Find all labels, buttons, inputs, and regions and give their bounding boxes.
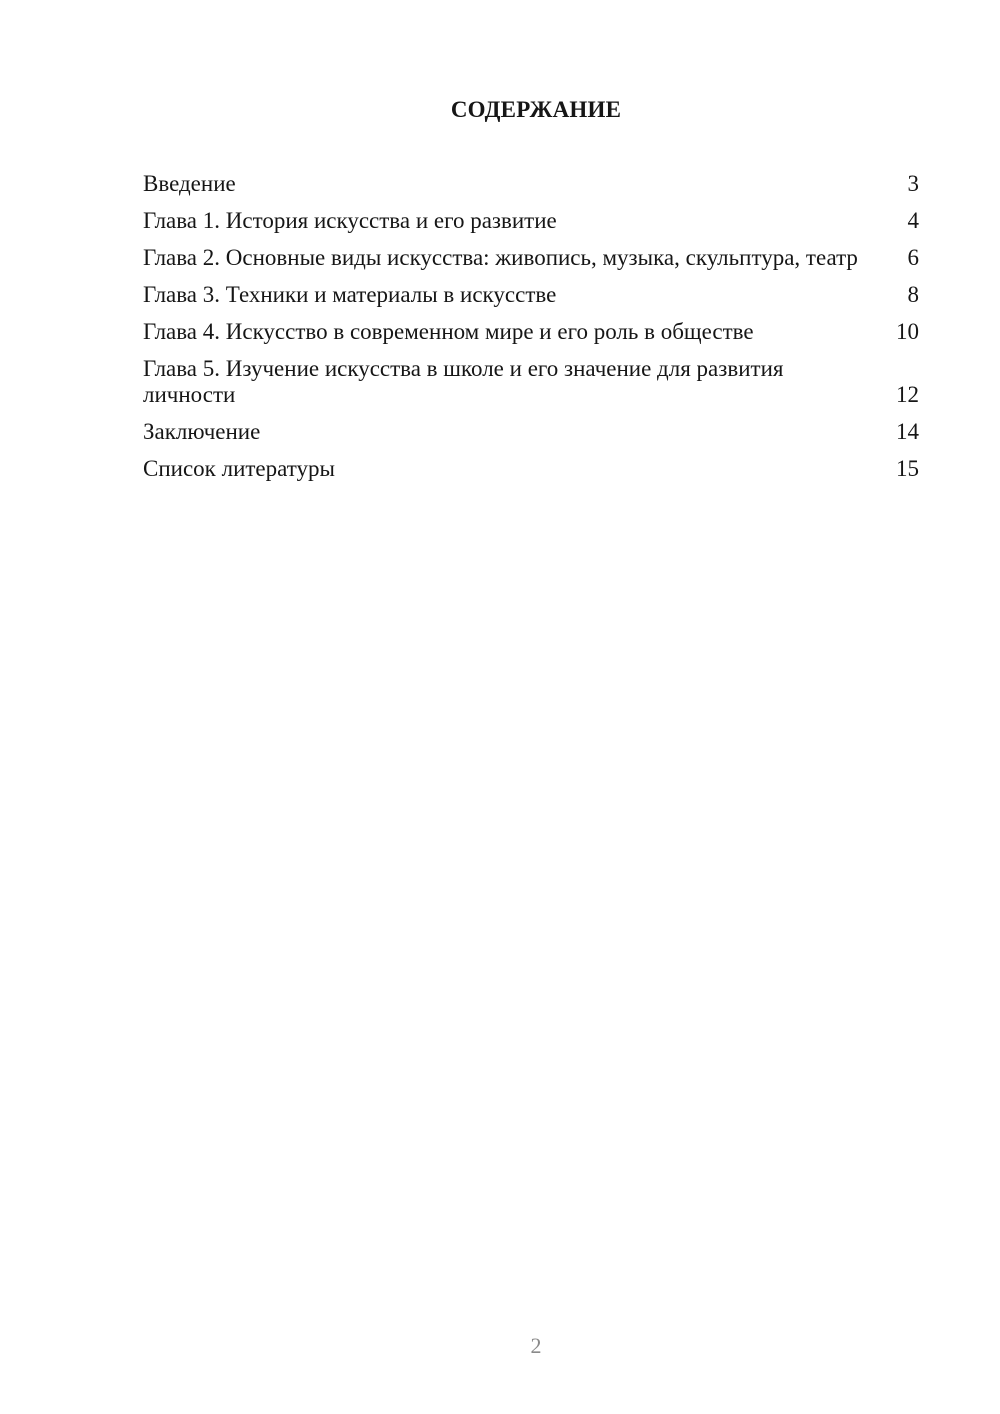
toc-entry-page: 10 (896, 319, 919, 344)
toc-entry-text: Глава 5. Изучение искусства в школе и его значение для развития личности (143, 356, 784, 407)
toc-entry-page: 6 (907, 245, 919, 270)
toc-entry-introduction (143, 171, 919, 197)
toc-entry-page: 15 (896, 456, 919, 481)
toc-entry-text: Глава 4. Искусство в современном мире и его роль в обществе (143, 319, 754, 344)
page-title: СОДЕРЖАНИЕ (450, 97, 622, 122)
toc-entry-chapter-5 (143, 356, 919, 408)
toc-entry-text: Глава 3. Техники и материалы в искусстве (143, 282, 557, 307)
toc-entry-text: Введение (143, 171, 236, 196)
toc-entry-page: 12 (896, 382, 919, 407)
toc-entry-chapter-1 (143, 208, 919, 234)
toc-entry-text: Глава 1. История искусства и его развитие (143, 208, 557, 233)
toc-entry-text: Заключение (143, 419, 261, 444)
toc-entry-chapter-3 (143, 282, 919, 308)
toc-entry-page: 3 (907, 171, 919, 196)
toc-entry-text: Список литературы (143, 456, 335, 481)
toc-entry-chapter-4 (143, 319, 919, 345)
page-number: 2 (530, 1333, 542, 1358)
toc-entry-chapter-2 (143, 245, 919, 271)
toc-entry-conclusion (143, 419, 919, 445)
toc-entry-page: 14 (896, 419, 919, 444)
toc-entry-page: 4 (907, 208, 919, 233)
toc-entry-references (143, 456, 919, 482)
toc-entry-page: 8 (907, 282, 919, 307)
table-of-contents (143, 171, 919, 493)
toc-entry-text: Глава 2. Основные виды искусства: живопись, музыка, скульптура, театр (143, 245, 858, 270)
